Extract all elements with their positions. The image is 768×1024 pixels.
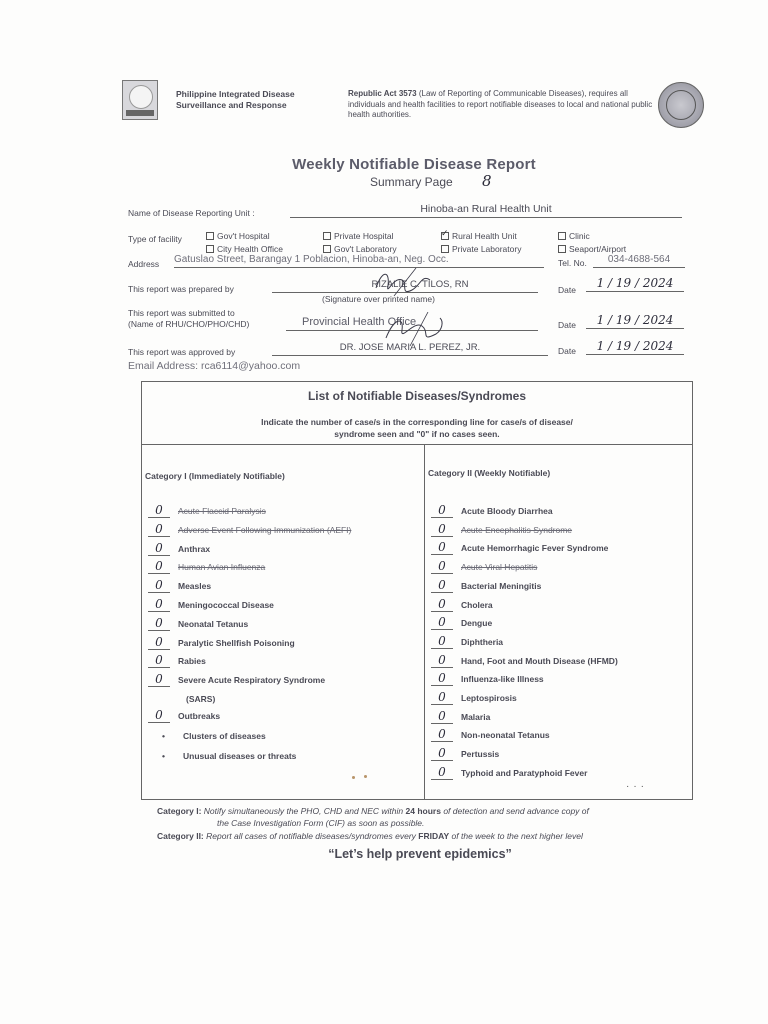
- outbreak-item-unusual: Unusual diseases or threats: [183, 751, 297, 761]
- category-2-note-text-b: of the week to the next higher level: [451, 831, 583, 841]
- disease-row: [431, 652, 691, 670]
- case-count-field[interactable]: 0: [148, 597, 170, 612]
- ra-3573-notice: [348, 89, 658, 121]
- disease-name: Typhoid and Paratyphoid Fever: [461, 767, 588, 778]
- disease-name: Acute Flaccid Paralysis: [178, 506, 266, 516]
- reporting-unit-field[interactable]: [290, 203, 682, 218]
- category-1-title: Category I (Immediately Notifiable): [145, 471, 285, 481]
- paper-speck: [364, 775, 367, 778]
- tel-field[interactable]: [593, 254, 685, 268]
- disease-row: [431, 671, 691, 688]
- disease-row: [431, 596, 691, 614]
- box-divider-vertical: [424, 444, 425, 800]
- summary-page-label: Summary Page: [370, 175, 453, 189]
- disease-name: Dengue: [461, 618, 493, 629]
- submitted-to-label: [128, 308, 249, 329]
- disease-name: Neonatal Tetanus: [178, 618, 249, 629]
- facility-option-private-hospital[interactable]: [323, 231, 394, 241]
- bullet-icon: •: [162, 751, 165, 761]
- bullet-icon: •: [162, 731, 165, 741]
- disease-row: [431, 540, 691, 557]
- slogan: “Let’s help prevent epidemics”: [328, 847, 512, 861]
- disease-name: Anthrax: [178, 543, 211, 554]
- disease-row: [431, 559, 691, 576]
- disease-row: [431, 764, 691, 782]
- case-count-field[interactable]: 0: [431, 559, 453, 574]
- facility-option-clinic[interactable]: [558, 231, 590, 241]
- category-2-note-text-a: Report all cases of notifiable diseases/syndromes every: [206, 831, 416, 841]
- disease-list-title: List of Notifiable Diseases/Syndromes: [307, 389, 527, 403]
- facility-option-label: Private Laboratory: [452, 244, 522, 254]
- address-field[interactable]: [174, 254, 544, 268]
- disease-name: Rabies: [178, 656, 206, 667]
- category-1-note-text-b: of detection and send advance copy of: [443, 806, 589, 816]
- category-1-note-label: Category I:: [157, 806, 202, 816]
- reporting-unit-label: Name of Disease Reporting Unit :: [128, 208, 255, 218]
- disease-row: [431, 577, 691, 595]
- disease-name: Bacterial Meningitis: [461, 580, 542, 591]
- case-count-field[interactable]: 0: [431, 522, 453, 537]
- case-count-field[interactable]: 0: [148, 653, 170, 668]
- disease-name: Severe Acute Respiratory Syndrome: [178, 675, 326, 686]
- facility-option-rural-health-unit[interactable]: [441, 231, 517, 241]
- address-value: Gatuslao Street, Barangay 1 Poblacion, Hinoba-an, Neg. Occ.: [174, 254, 449, 265]
- disease-name: Meningococcal Disease: [178, 600, 274, 610]
- disease-row: [431, 690, 691, 707]
- disease-list-instruction: [141, 416, 693, 440]
- disease-name: Acute Encephalitis Syndrome: [461, 524, 573, 535]
- facility-option-label: Gov't Laboratory: [334, 244, 397, 254]
- preparer-signature-icon: [372, 266, 442, 306]
- disease-row: [148, 503, 418, 520]
- approved-date-label: Date: [558, 346, 576, 356]
- ra-3573-text: (Law of Reporting of Communicable Diseases), requires all individuals and health facilities to report notifiable diseases to local and national public health authorities.: [348, 89, 653, 119]
- checkbox[interactable]: [206, 232, 214, 240]
- case-count-outbreaks[interactable]: 0: [148, 708, 170, 723]
- pidsr-name: [176, 89, 295, 111]
- facility-option-govt-laboratory[interactable]: [323, 244, 397, 254]
- outbreak-item-clusters: Clusters of diseases: [183, 731, 266, 741]
- disease-name: Measles: [178, 581, 212, 592]
- prepared-date-field[interactable]: 1 / 19 / 2024: [586, 276, 684, 292]
- case-count-field[interactable]: 0: [148, 559, 170, 574]
- disease-row: [148, 597, 418, 614]
- category-2-note: [157, 830, 717, 842]
- email-address: Email Address: rca6114@yahoo.com: [128, 360, 301, 372]
- disease-name: Acute Hemorrhagic Fever Syndrome: [461, 543, 609, 554]
- case-count-field[interactable]: 0: [148, 578, 170, 593]
- signature-caption: (Signature over printed name): [322, 294, 435, 304]
- instruction-line-2: syndrome seen and "0" if no cases seen.: [334, 429, 500, 439]
- category-1-note-text-a: Notify simultaneously the PHO, CHD and NEC within: [203, 806, 404, 816]
- disease-row: [431, 746, 691, 763]
- disease-name-outbreaks: Outbreaks: [178, 711, 221, 721]
- instruction-line-1: Indicate the number of case/s in the corresponding line for case/s of disease/: [261, 417, 573, 427]
- approved-by-value: DR. JOSE MARIA L. PEREZ, JR.: [339, 342, 481, 353]
- case-count-field[interactable]: 0: [431, 597, 453, 612]
- checkbox[interactable]: [323, 245, 331, 253]
- stray-marks: ···: [626, 781, 648, 792]
- disease-row: [431, 708, 691, 726]
- category-2-title: Category II (Weekly Notifiable): [428, 468, 551, 478]
- pidsr-line-2: Surveillance and Response: [176, 100, 287, 110]
- category-1-note-line-2: the Case Investigation Form (CIF) as soon as possible.: [217, 818, 425, 828]
- disease-name: Human Avian Influenza: [178, 562, 266, 573]
- case-count-field[interactable]: 0: [431, 746, 453, 761]
- checkbox-checked[interactable]: [441, 232, 449, 240]
- case-count-field[interactable]: 0: [148, 635, 170, 650]
- disease-name: Cholera: [461, 599, 493, 610]
- facility-option-label: Clinic: [569, 231, 590, 241]
- disease-row: [148, 653, 418, 670]
- disease-name: Acute Bloody Diarrhea: [461, 506, 553, 516]
- disease-name: Acute Viral Hepatitis: [461, 562, 538, 573]
- facility-type-label: Type of facility: [128, 234, 182, 244]
- page-title: Weekly Notifiable Disease Report: [292, 156, 536, 173]
- disease-name: Pertussis: [461, 749, 500, 760]
- disease-row: [148, 672, 418, 689]
- case-count-field[interactable]: 0: [431, 690, 453, 705]
- facility-option-label: Gov't Hospital: [217, 231, 270, 241]
- case-count-field[interactable]: 0: [148, 522, 170, 537]
- prepared-by-label: This report was prepared by: [128, 284, 234, 294]
- category-2-note-label: Category II:: [157, 831, 204, 841]
- case-count-field[interactable]: 0: [431, 709, 453, 724]
- submitted-to-value: Provincial Health Office: [302, 316, 417, 328]
- case-count-field[interactable]: 0: [431, 503, 453, 518]
- disease-row: [431, 633, 691, 651]
- disease-name: Malaria: [461, 711, 491, 722]
- prepared-date-label: Date: [558, 285, 576, 295]
- disease-row: [431, 521, 691, 539]
- disease-row: [148, 634, 418, 652]
- facility-option-govt-hospital[interactable]: [206, 231, 270, 241]
- submitted-date-field[interactable]: 1 / 19 / 2024: [586, 313, 684, 329]
- case-count-field[interactable]: 0: [431, 727, 453, 742]
- facility-option-label: City Health Office: [217, 244, 283, 254]
- facility-option-label: Rural Health Unit: [452, 231, 517, 241]
- disease-name: Hand, Foot and Mouth Disease (HFMD): [461, 655, 618, 666]
- disease-row: [431, 615, 691, 632]
- category-1-note-bold: 24 hours: [405, 806, 441, 816]
- disease-name: Diphtheria: [461, 636, 504, 647]
- sars-abbreviation: (SARS): [186, 694, 216, 704]
- category-2-note-bold: FRIDAY: [418, 831, 450, 841]
- checkbox[interactable]: [206, 245, 214, 253]
- disease-name: Influenza-like Illness: [461, 674, 544, 685]
- disease-row: [431, 727, 691, 744]
- approver-signature-icon: [380, 312, 450, 348]
- submitted-date-label: Date: [558, 320, 576, 330]
- tel-label: Tel. No.: [558, 258, 587, 268]
- summary-page-number[interactable]: 8: [482, 172, 492, 190]
- disease-name: Leptospirosis: [461, 693, 517, 703]
- prepared-by-value: RIZALIE C. TILOS, RN: [371, 279, 469, 290]
- facility-option-city-health-office[interactable]: [206, 244, 283, 254]
- case-count-field[interactable]: 0: [431, 615, 453, 630]
- case-count-field[interactable]: 0: [431, 671, 453, 686]
- case-count-field[interactable]: 0: [148, 672, 170, 687]
- checkbox[interactable]: [441, 245, 449, 253]
- disease-row: [148, 578, 418, 595]
- checkbox[interactable]: [558, 245, 566, 253]
- disease-row: [431, 503, 691, 520]
- box-divider-horizontal: [141, 444, 693, 445]
- case-count-field[interactable]: 0: [431, 578, 453, 593]
- disease-row: [148, 521, 418, 539]
- ra-3573-title: Republic Act 3573: [348, 89, 417, 98]
- disease-row: [148, 540, 418, 558]
- paper-speck: [352, 776, 355, 779]
- category-1-note: [157, 805, 717, 817]
- tel-value: 034-4688-564: [607, 254, 671, 265]
- disease-row: [148, 615, 418, 633]
- facility-option-label: Private Hospital: [334, 231, 394, 241]
- case-count-field[interactable]: 0: [431, 653, 453, 668]
- doh-seal: [658, 82, 704, 128]
- pidsr-logo: [122, 80, 158, 120]
- disease-row-outbreaks: [148, 708, 418, 725]
- case-count-field[interactable]: 0: [431, 634, 453, 649]
- case-count-field[interactable]: 0: [431, 765, 453, 780]
- facility-option-label: Seaport/Airport: [569, 244, 627, 254]
- approved-date-field[interactable]: 1 / 19 / 2024: [586, 339, 684, 355]
- checkbox[interactable]: [323, 232, 331, 240]
- case-count-field[interactable]: 0: [148, 503, 170, 518]
- disease-name: Non-neonatal Tetanus: [461, 730, 550, 741]
- disease-row: [148, 559, 418, 576]
- reporting-unit-value: Hinoba-an Rural Health Unit: [420, 203, 552, 215]
- address-label: Address: [128, 259, 160, 269]
- approved-by-label: This report was approved by: [128, 347, 236, 357]
- submitted-to-label-line-2: (Name of RHU/CHO/PHO/CHD): [128, 318, 250, 329]
- disease-name: Adverse Event Following Immunization (AEFI): [178, 524, 352, 535]
- facility-option-private-laboratory[interactable]: [441, 244, 521, 254]
- checkbox[interactable]: [558, 232, 566, 240]
- facility-option-seaport-airport[interactable]: [558, 244, 626, 254]
- submitted-to-label-line-1: This report was submitted to: [128, 308, 235, 318]
- case-count-field[interactable]: 0: [431, 540, 453, 555]
- case-count-field[interactable]: 0: [148, 616, 170, 631]
- pidsr-line-1: Philippine Integrated Disease: [176, 89, 295, 99]
- disease-name: Paralytic Shellfish Poisoning: [178, 637, 295, 648]
- case-count-field[interactable]: 0: [148, 541, 170, 556]
